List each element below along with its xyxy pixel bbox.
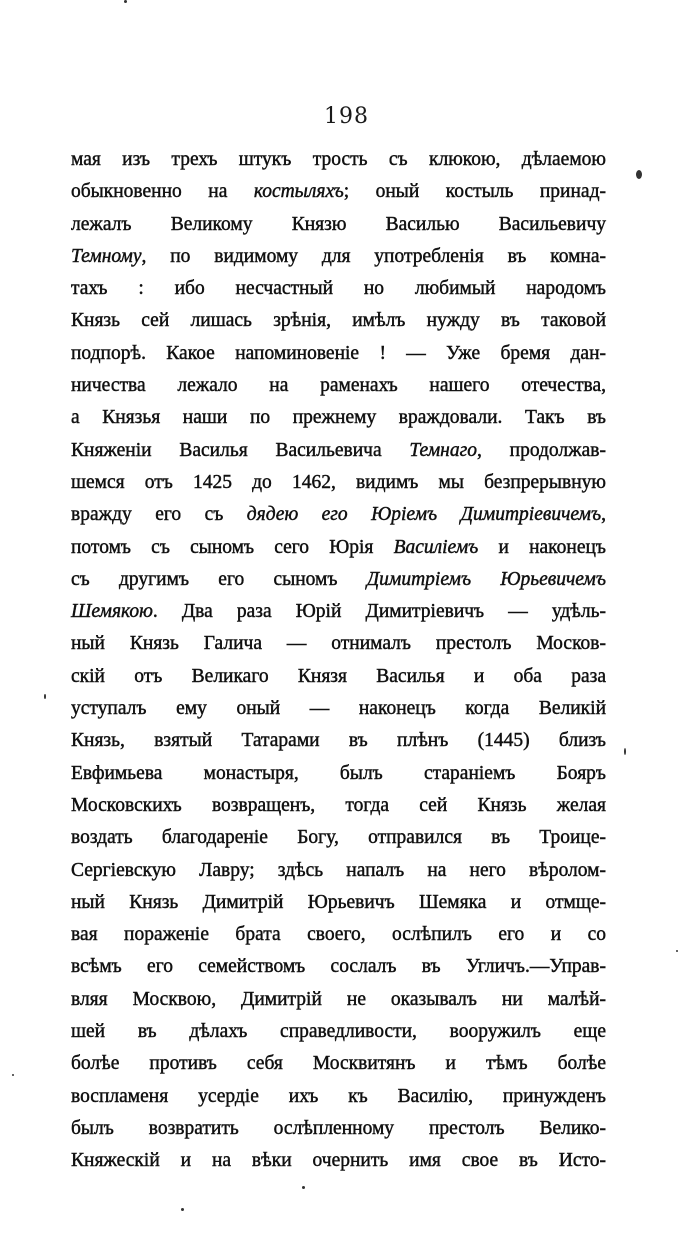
text-run: всѣмъ его семействомъ сослалъ въ Угличъ.—Управ- [71,956,606,978]
text-run: ный Князь Димитрій Юрьевичъ Шемяка и отмще- [71,891,606,913]
text-line [71,467,606,499]
scan-speck [636,170,642,179]
scan-speck [124,0,127,3]
text-line [71,532,606,564]
text-line [71,402,606,434]
italic-text-run: дядею его Юріемъ Димитріевичемъ [246,504,602,526]
text-line [71,435,606,467]
text-run: Князь, взятый Татарами въ плѣнъ (1445) близъ [71,730,606,752]
text-run: подпорѣ. Какое напоминовеніе ! — Уже бремя дан- [71,342,606,364]
text-line [71,1113,606,1145]
italic-text-run: Димитріемъ Юрьевичемъ [366,568,606,590]
text-line [71,887,606,919]
text-line [71,209,606,241]
text-line [71,855,606,887]
text-run: воздать благодареніе Богу, отправился въ Троице- [71,827,606,849]
text-run: ный Князь Галича — отнималъ престолъ Москов- [71,633,606,655]
text-line [71,305,606,337]
scan-speck [676,950,678,952]
text-run: , [601,504,606,526]
italic-text-run: Темнаго [409,439,477,461]
text-run: Сергіевскую Лавру; здѣсь напалъ на него вѣролом- [71,859,606,881]
text-line [71,499,606,531]
italic-text-run: Шемякою [71,601,153,623]
text-line [71,725,606,757]
text-run: Московскихъ возвращенъ, тогда сей Князь желая [71,794,606,816]
text-line [71,693,606,725]
text-line [71,338,606,370]
text-run: а Князья наши по прежнему враждовали. Такъ въ [71,407,606,429]
text-run: вая пораженіе брата своего, ослѣпилъ его и со [71,924,606,946]
text-line [71,919,606,951]
italic-text-run: Василіемъ [393,536,479,558]
text-line [71,790,606,822]
body-text [71,144,606,1178]
text-run: потомъ съ сыномъ сего Юрія [71,536,394,558]
text-line [71,176,606,208]
text-run: воспламеня усердіе ихъ къ Василію, принужденъ [71,1085,606,1107]
text-line [71,984,606,1016]
text-line [71,758,606,790]
text-run: болѣе противъ себя Москвитянъ и тѣмъ болѣе [71,1053,606,1075]
text-run: Князь сей лишась зрѣнія, имѣлъ нужду въ таковой [71,310,606,332]
text-run: тахъ : ибо несчастный но любимый народомъ [71,278,606,300]
scan-speck [181,1208,184,1211]
text-line [71,822,606,854]
text-run: , продолжав- [476,439,606,461]
text-run: шей въ дѣлахъ справедливости, вооружилъ еще [71,1021,606,1043]
text-run: ; оный костыль принад- [343,181,606,203]
text-run: вляя Москвою, Димитрій не оказывалъ ни малѣй- [71,988,606,1010]
italic-text-run: Темному [71,245,142,267]
scan-speck [12,1074,14,1076]
italic-text-run: костыляхъ [253,181,344,203]
text-line [71,951,606,983]
text-line [71,1048,606,1080]
text-run: лежалъ Великому Князю Василью Васильевичу [71,213,606,235]
text-run: былъ возвратить ослѣпленному престолъ Велико- [71,1117,606,1139]
page-number: 198 [324,104,369,129]
text-run: шемся отъ 1425 до 1462, видимъ мы безпрерывную [71,471,606,493]
scan-speck [44,694,46,699]
text-line [71,241,606,273]
text-line [71,628,606,660]
text-run: . Два раза Юрій Димитріевичъ — удѣль- [152,601,606,623]
text-line [71,661,606,693]
text-run: обыкновенно на [71,181,254,203]
text-run: ничества лежало на раменахъ нашего отечества, [71,375,606,397]
text-run: съ другимъ его сыномъ [71,568,367,590]
text-line [71,1016,606,1048]
text-run: и наконецъ [478,536,607,558]
text-run: Княженіи Василья Васильевича [71,439,410,461]
text-line [71,1145,606,1177]
text-run: скій отъ Великаго Князя Василья и оба раза [71,665,606,687]
text-line [71,273,606,305]
scan-speck [302,1186,305,1189]
text-line [71,144,606,176]
text-line [71,1081,606,1113]
text-run: Княжескій и на вѣки очернить имя свое въ Исто- [71,1150,606,1172]
text-run: вражду его съ [71,504,247,526]
text-run: Евфимьева монастыря, былъ стараніемъ Бояръ [71,762,606,784]
text-run: , по видимому для употребленія въ комна- [141,245,606,267]
text-line [71,564,606,596]
scan-speck [624,748,626,755]
text-line [71,596,606,628]
text-run: уступалъ ему оный — наконецъ когда Великій [71,698,606,720]
text-run: мая изъ трехъ штукъ трость съ клюкою, дѣлаемою [71,149,606,170]
text-line [71,370,606,402]
